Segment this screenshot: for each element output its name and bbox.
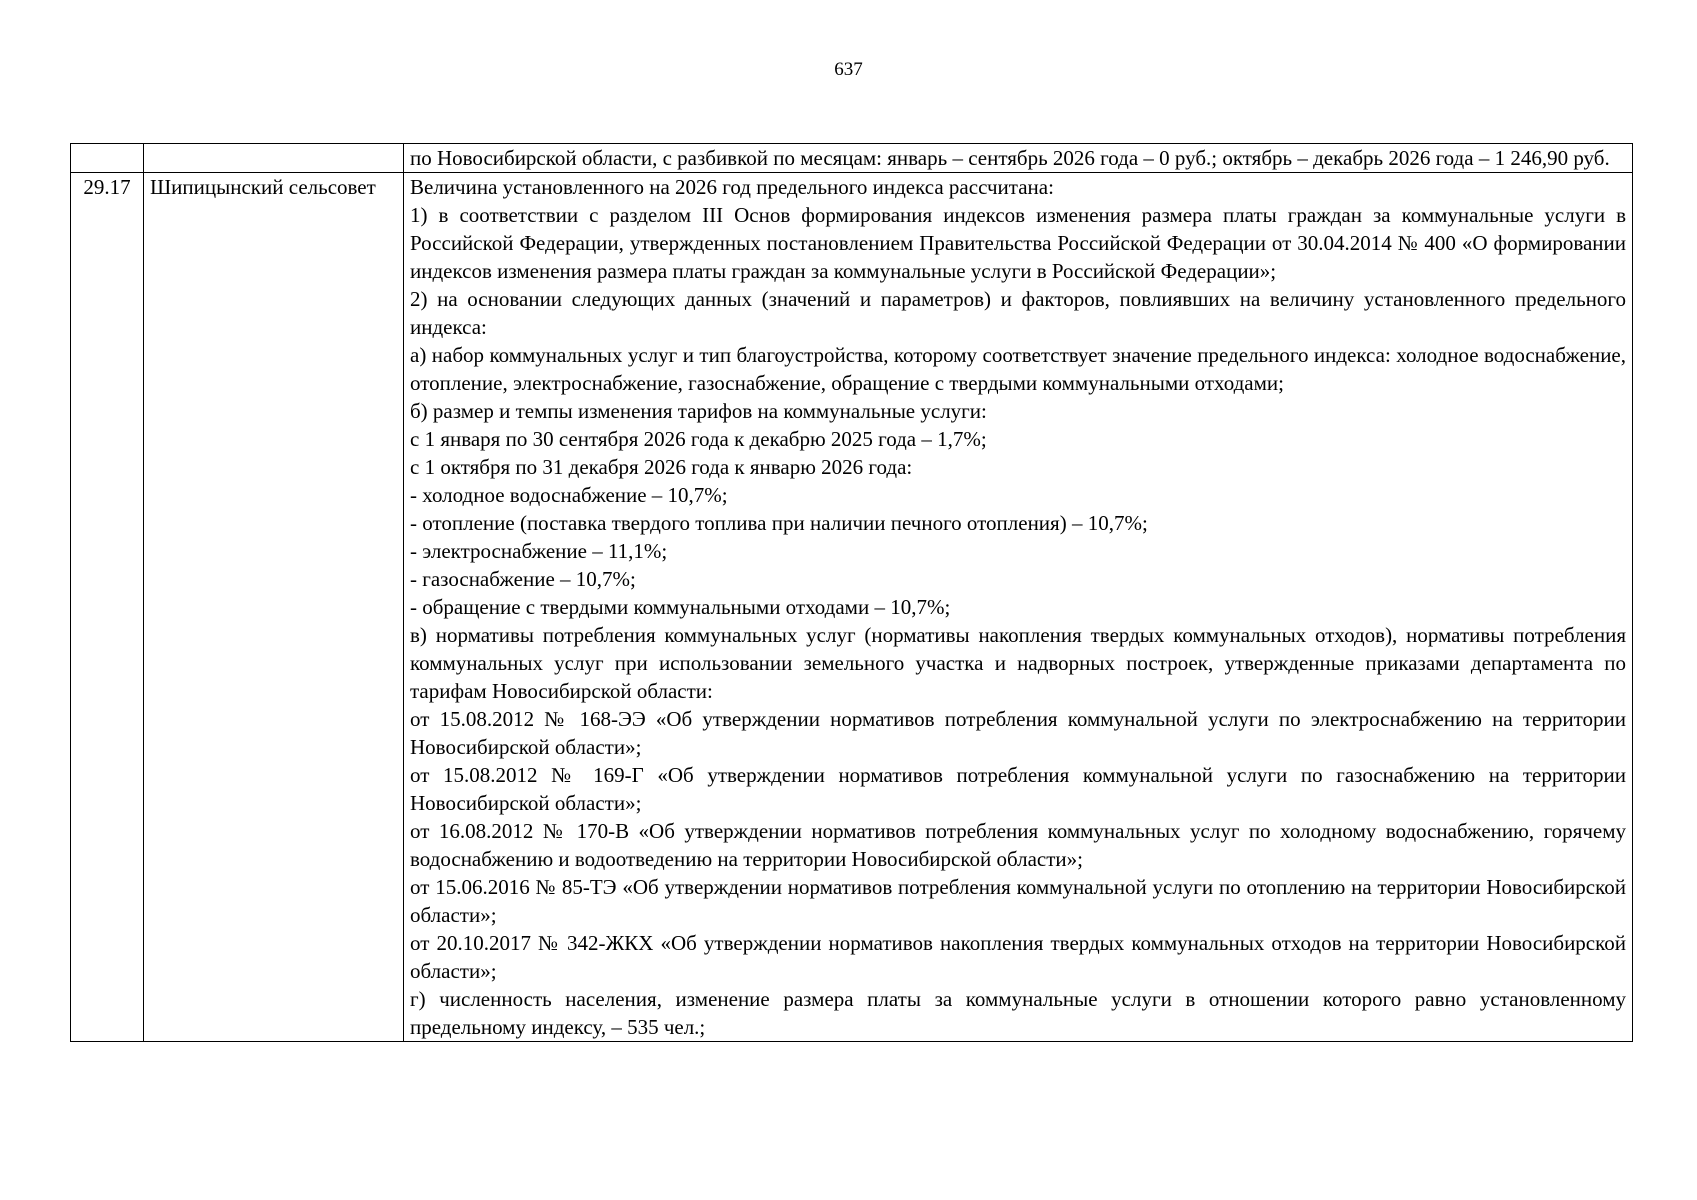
description-paragraph: 2) на основании следующих данных (значений и параметров) и факторов, повлиявших на величину установленного предельного индекса:	[410, 287, 1626, 339]
description-paragraph: от 15.08.2012 № 168-ЭЭ «Об утверждении нормативов потребления коммунальной услуги по электроснабжению на территории Новосибирской области»;	[410, 707, 1626, 759]
row-number-cell: 29.17	[71, 173, 144, 1042]
indices-table	[70, 143, 1633, 1042]
municipality-name-cell	[144, 144, 404, 173]
description-paragraph: от 15.08.2012 № 169-Г «Об утверждении нормативов потребления коммунальной услуги по газоснабжению на территории Новосибирской области»;	[410, 763, 1626, 815]
description-paragraph: б) размер и темпы изменения тарифов на коммунальные услуги:	[410, 399, 987, 423]
description-cell	[404, 144, 1633, 173]
description-paragraph: в) нормативы потребления коммунальных услуг (нормативы накопления твердых коммунальных отходов), нормативы потребления коммунальных услуг при использовании земельного участка и надворных построек, утвержденные приказами департамента по тарифам Новосибирской области:	[410, 623, 1626, 703]
description-paragraph: от 15.06.2016 № 85-ТЭ «Об утверждении нормативов потребления коммунальной услуги по отоплению на территории Новосибирской области»;	[410, 875, 1626, 927]
description-paragraph: - обращение с твердыми коммунальными отходами – 10,7%;	[410, 595, 951, 619]
description-cell	[404, 173, 1633, 1042]
description-paragraph: по Новосибирской области, с разбивкой по месяцам: январь – сентябрь 2026 года – 0 руб.; октябрь – декабрь 2026 года – 1 246,90 руб.	[410, 146, 1610, 170]
description-paragraph: - электроснабжение – 11,1%;	[410, 539, 668, 563]
description-paragraph: - газоснабжение – 10,7%;	[410, 567, 636, 591]
description-paragraph: Величина установленного на 2026 год предельного индекса рассчитана:	[410, 175, 1054, 199]
description-paragraph: - холодное водоснабжение – 10,7%;	[410, 483, 728, 507]
table-row	[71, 144, 1633, 173]
table-row	[71, 173, 1633, 1042]
municipality-name-cell: Шипицынский сельсовет	[144, 173, 404, 1042]
description-paragraph: с 1 января по 30 сентября 2026 года к декабрю 2025 года – 1,7%;	[410, 427, 987, 451]
description-paragraph: - отопление (поставка твердого топлива при наличии печного отопления) – 10,7%;	[410, 511, 1148, 535]
description-paragraph: с 1 октября по 31 декабря 2026 года к январю 2026 года:	[410, 455, 913, 479]
row-number-cell	[71, 144, 144, 173]
description-paragraph: от 16.08.2012 № 170-В «Об утверждении нормативов потребления коммунальных услуг по холодному водоснабжению, горячему водоснабжению и водоотведению на территории Новосибирской области»;	[410, 819, 1626, 871]
description-paragraph: от 20.10.2017 № 342-ЖКХ «Об утверждении нормативов накопления твердых коммунальных отходов на территории Новосибирской области»;	[410, 931, 1626, 983]
page-number: 637	[834, 59, 863, 80]
description-paragraph: г) численность населения, изменение размера платы за коммунальные услуги в отношении которого равно установленному предельному индексу, – 535 чел.;	[410, 987, 1626, 1039]
description-paragraph: а) набор коммунальных услуг и тип благоустройства, которому соответствует значение предельного индекса: холодное водоснабжение, отопление, электроснабжение, газоснабжение, обращение с твердыми коммунальными отходами;	[410, 343, 1626, 395]
description-paragraph: 1) в соответствии с разделом III Основ формирования индексов изменения размера платы граждан за коммунальные услуги в Российской Федерации, утвержденных постановлением Правительства Российской Федерации от 30.04.2014 № 400 «О формировании индексов изменения размера платы граждан за коммунальные услуги в Российской Федерации»;	[410, 203, 1626, 283]
